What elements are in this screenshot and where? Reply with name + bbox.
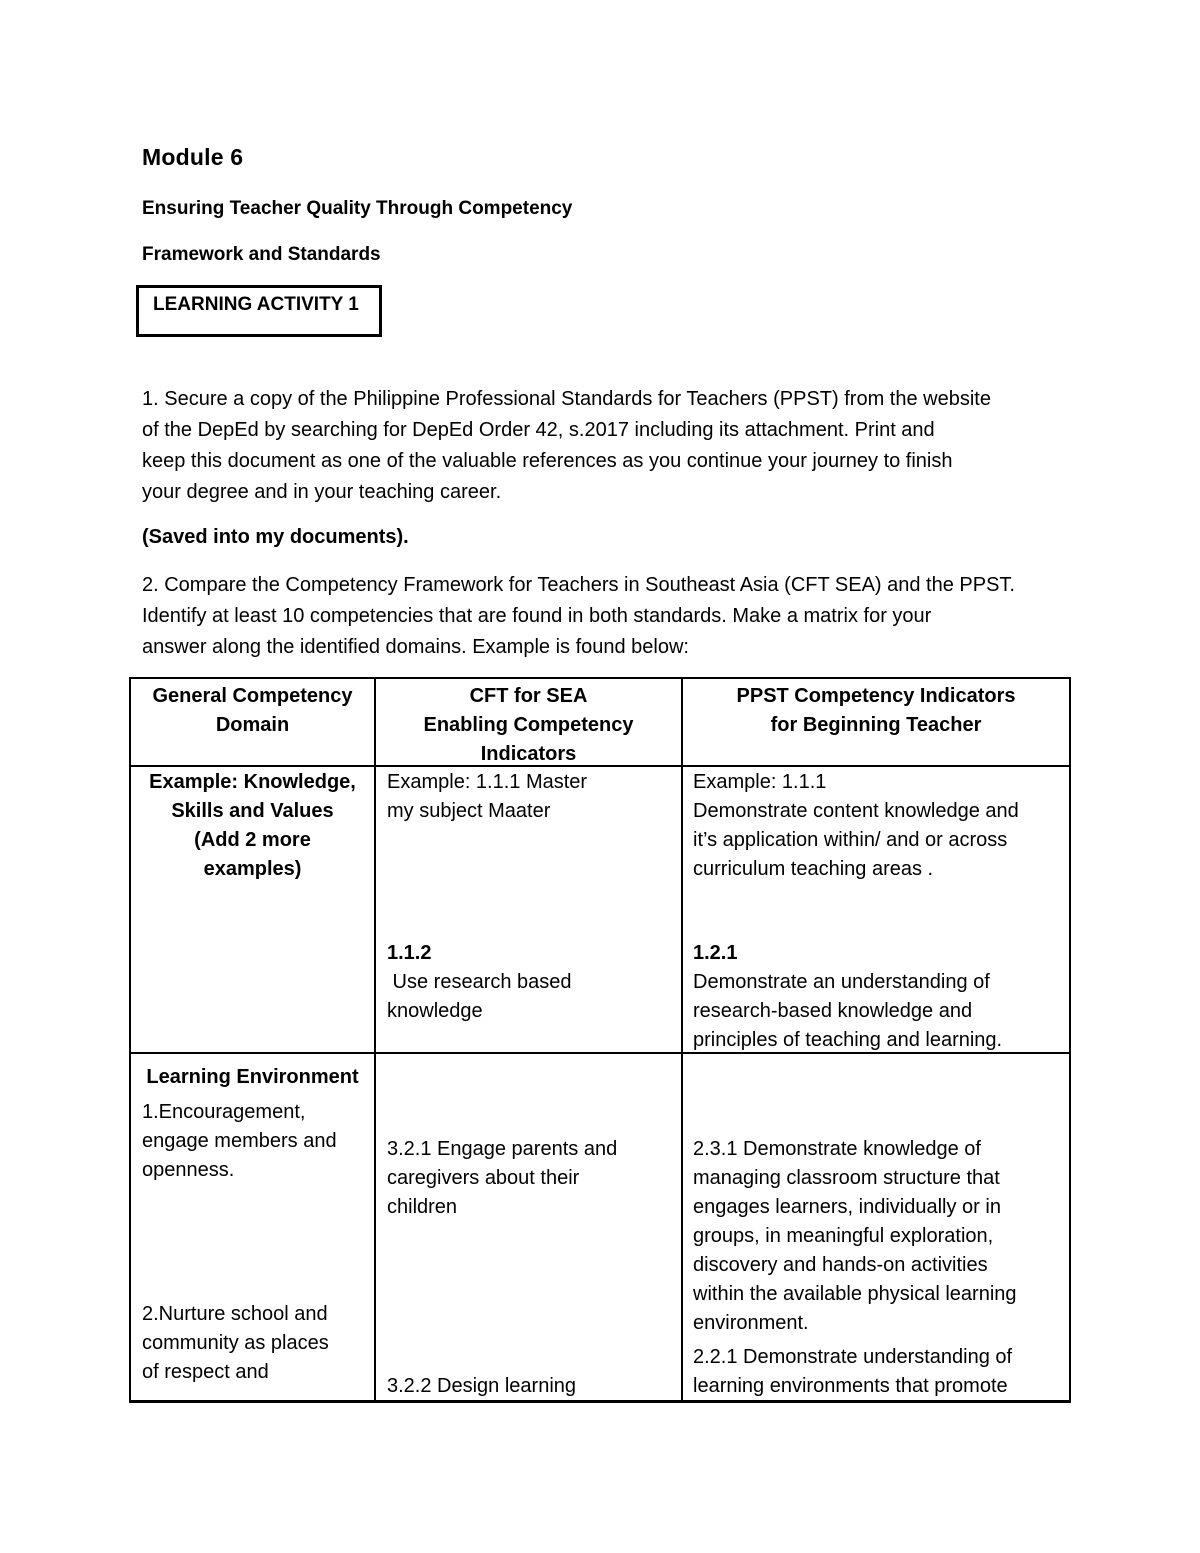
- table-column-divider: [374, 677, 376, 1403]
- instruction-item-2: [142, 570, 1062, 663]
- cell-line: children: [387, 1196, 458, 1218]
- cell-line: Demonstrate an understanding of: [693, 971, 990, 993]
- cell-line: 2.2.1 Demonstrate understanding of: [693, 1346, 1013, 1368]
- cell-line: 2.3.1 Demonstrate knowledge of: [693, 1138, 981, 1160]
- cell-line: learning environments that promote: [693, 1375, 1008, 1397]
- cell-line: environment.: [693, 1312, 809, 1334]
- row2-ppst-a: [693, 1135, 1065, 1338]
- instruction-2-line: answer along the identified domains. Example is found below:: [142, 636, 689, 658]
- header-cft-sea: [376, 682, 681, 769]
- cell-line: curriculum teaching areas .: [693, 858, 934, 880]
- cell-line: 2.Nurture school and: [142, 1303, 328, 1325]
- instruction-1-line: your degree and in your teaching career.: [142, 481, 502, 503]
- row1-domain: [131, 768, 374, 884]
- table-border-right: [1069, 677, 1071, 1403]
- cell-line: principles of teaching and learning.: [693, 1029, 1003, 1051]
- cell-line: Learning Environment: [146, 1066, 359, 1088]
- cell-line: openness.: [142, 1159, 235, 1181]
- row2-domain-b: [142, 1300, 374, 1387]
- header-text: Indicators: [480, 743, 577, 765]
- cell-line: groups, in meaningful exploration,: [693, 1225, 994, 1247]
- cell-line: it’s application within/ and or across: [693, 829, 1008, 851]
- cell-line: caregivers about their: [387, 1167, 580, 1189]
- instruction-1-line: 1. Secure a copy of the Philippine Professional Standards for Teachers (PPST) from the website: [142, 388, 991, 410]
- instruction-1-line: keep this document as one of the valuable references as you continue your journey to finish: [142, 450, 953, 472]
- cell-line: (Add 2 more: [194, 829, 311, 851]
- cell-line: Example: 1.1.1: [693, 771, 827, 793]
- row1-cft-a: [387, 768, 677, 826]
- row2-domain-a: [142, 1098, 374, 1185]
- saved-note: (Saved into my documents).: [142, 526, 409, 548]
- table-border-top: [129, 677, 1071, 679]
- learning-activity-label: LEARNING ACTIVITY 1: [153, 294, 359, 315]
- cell-line: research-based knowledge and: [693, 1000, 973, 1022]
- row2-ppst-b: [693, 1343, 1065, 1401]
- cell-line: Skills and Values: [171, 800, 334, 822]
- cell-line: knowledge: [387, 1000, 483, 1022]
- header-text: for Beginning Teacher: [770, 714, 982, 736]
- cell-line: Example: 1.1.1 Master: [387, 771, 588, 793]
- header-ppst: [683, 682, 1069, 740]
- instruction-2-line: Identify at least 10 competencies that are found in both standards. Make a matrix for your: [142, 605, 932, 627]
- cell-line: Example: Knowledge,: [149, 771, 356, 793]
- header-general-domain: [131, 682, 374, 740]
- row2-cft-a: [387, 1135, 677, 1222]
- row1-cft-b: [387, 939, 677, 1026]
- subtitle-line-2: Framework and Standards: [142, 244, 381, 265]
- header-text: PPST Competency Indicators: [736, 685, 1016, 707]
- subtitle-line-1: Ensuring Teacher Quality Through Competency: [142, 198, 573, 219]
- cell-line: engage members and: [142, 1130, 337, 1152]
- header-text: Domain: [215, 714, 290, 736]
- cell-line: Demonstrate content knowledge and: [693, 800, 1019, 822]
- cell-line: 3.2.1 Engage parents and: [387, 1138, 618, 1160]
- cell-line: discovery and hands-on activities: [693, 1254, 988, 1276]
- instruction-2-line: 2. Compare the Competency Framework for Teachers in Southeast Asia (CFT SEA) and the PPST.: [142, 574, 1015, 596]
- cell-line: within the available physical learning: [693, 1283, 1017, 1305]
- learning-activity-box: [136, 285, 382, 337]
- cell-line: managing classroom structure that: [693, 1167, 1000, 1189]
- row1-ppst-b: [693, 939, 1065, 1055]
- competency-matrix-table: [129, 677, 1071, 1403]
- cell-line: 3.2.2 Design learning: [387, 1375, 577, 1397]
- row2-cft-b: [387, 1372, 677, 1401]
- header-text: Enabling Competency: [423, 714, 634, 736]
- cell-code: 1.2.1: [693, 942, 738, 964]
- cell-line: community as places: [142, 1332, 329, 1354]
- cell-line: examples): [203, 858, 302, 880]
- row2-domain-title: [131, 1063, 374, 1092]
- header-text: CFT for SEA: [469, 685, 588, 707]
- cell-line: of respect and: [142, 1361, 269, 1383]
- instruction-item-1: [142, 384, 1062, 508]
- cell-line: my subject Maater: [387, 800, 551, 822]
- cell-line: engages learners, individually or in: [693, 1196, 1001, 1218]
- instruction-1-line: of the DepEd by searching for DepEd Order 42, s.2017 including its attachment. Print and: [142, 419, 935, 441]
- cell-code: 1.1.2: [387, 942, 432, 964]
- header-text: General Competency: [152, 685, 353, 707]
- table-column-divider: [681, 677, 683, 1403]
- cell-line: Use research based: [387, 971, 572, 993]
- row1-ppst-a: [693, 768, 1065, 884]
- cell-line: 1.Encouragement,: [142, 1101, 306, 1123]
- module-title: Module 6: [142, 144, 244, 170]
